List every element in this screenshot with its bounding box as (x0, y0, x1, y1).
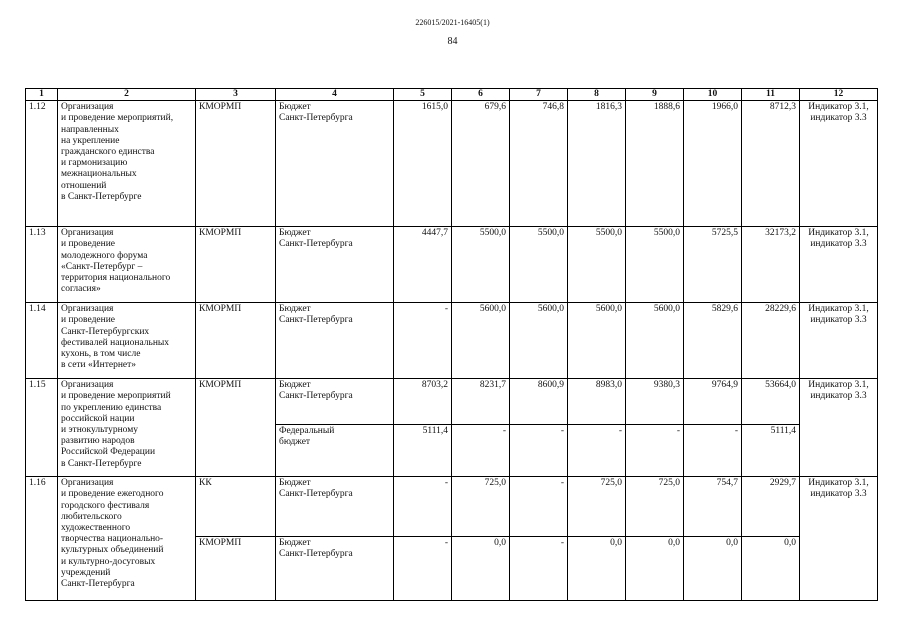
budget-table (25, 88, 878, 601)
header-row (26, 89, 878, 101)
value-cell: 754,7 (684, 477, 742, 537)
value-cell: 8600,9 (510, 379, 568, 425)
value-cell: 5600,0 (452, 303, 510, 379)
row-number: 1.14 (26, 303, 58, 379)
activity-name: Организация и проведение мероприятий по укреплению единства российской нации и этнокультурному развитию народов Российской Федерации в Санкт-Петербурге (58, 379, 196, 477)
value-cell: 5829,6 (684, 303, 742, 379)
activity-name: Организация и проведение мероприятий, направленных на укрепление гражданского единства и гармонизацию межнациональных отношений в Санкт-Петербурге (58, 101, 196, 227)
column-header: 9 (626, 89, 684, 101)
table-row (26, 303, 878, 379)
value-cell: - (684, 425, 742, 477)
executor: КМОРМП (196, 303, 276, 379)
executor: КМОРМП (196, 227, 276, 303)
funding-source: Федеральный бюджет (276, 425, 394, 477)
value-cell: 5500,0 (626, 227, 684, 303)
value-cell: 5500,0 (510, 227, 568, 303)
row-number: 1.12 (26, 101, 58, 227)
row-number: 1.15 (26, 379, 58, 477)
document-id: 226015/2021-16405(1) (415, 18, 490, 27)
value-cell: 5600,0 (626, 303, 684, 379)
funding-source: Бюджет Санкт-Петербурга (276, 227, 394, 303)
column-header: 8 (568, 89, 626, 101)
value-cell: - (568, 425, 626, 477)
value-cell: - (510, 425, 568, 477)
activity-name: Организация и проведение Санкт-Петербургских фестивалей национальных кухонь, в том числе в сети «Интернет» (58, 303, 196, 379)
row-number: 1.16 (26, 477, 58, 601)
funding-source: Бюджет Санкт-Петербурга (276, 537, 394, 601)
column-header: 6 (452, 89, 510, 101)
activity-name: Организация и проведение ежегодного городского фестиваля любительского художественного творчества национально- культурных объединений и культурно-досуговых учреждений Санкт-Петербурга (58, 477, 196, 601)
total-cell: 2929,7 (742, 477, 800, 537)
value-cell: - (626, 425, 684, 477)
value-cell: 679,6 (452, 101, 510, 227)
column-header: 5 (394, 89, 452, 101)
value-cell: 9380,3 (626, 379, 684, 425)
total-cell: 8712,3 (742, 101, 800, 227)
value-cell: 1615,0 (394, 101, 452, 227)
indicator-cell: Индикатор 3.1, индикатор 3.3 (800, 379, 878, 477)
value-cell: 5500,0 (452, 227, 510, 303)
value-cell: 725,0 (452, 477, 510, 537)
value-cell: 5500,0 (568, 227, 626, 303)
column-header: 7 (510, 89, 568, 101)
page-number: 84 (447, 36, 458, 47)
value-cell: 725,0 (626, 477, 684, 537)
executor: КК (196, 477, 276, 537)
table-row (26, 477, 878, 537)
column-header: 11 (742, 89, 800, 101)
total-cell: 28229,6 (742, 303, 800, 379)
column-header: 10 (684, 89, 742, 101)
funding-source: Бюджет Санкт-Петербурга (276, 477, 394, 537)
total-cell: 53664,0 (742, 379, 800, 425)
total-cell: 0,0 (742, 537, 800, 601)
indicator-cell: Индикатор 3.1, индикатор 3.3 (800, 477, 878, 601)
value-cell: 9764,9 (684, 379, 742, 425)
indicator-cell: Индикатор 3.1, индикатор 3.3 (800, 227, 878, 303)
funding-source: Бюджет Санкт-Петербурга (276, 379, 394, 425)
value-cell: 5600,0 (568, 303, 626, 379)
indicator-cell: Индикатор 3.1, индикатор 3.3 (800, 303, 878, 379)
value-cell: 5725,5 (684, 227, 742, 303)
column-header: 4 (276, 89, 394, 101)
column-header: 2 (58, 89, 196, 101)
value-cell: 0,0 (684, 537, 742, 601)
value-cell: 0,0 (452, 537, 510, 601)
funding-source: Бюджет Санкт-Петербурга (276, 101, 394, 227)
activity-name: Организация и проведение молодежного форума «Санкт-Петербург – территория национального согласия» (58, 227, 196, 303)
value-cell: 746,8 (510, 101, 568, 227)
value-cell: 0,0 (568, 537, 626, 601)
table-row (26, 101, 878, 227)
column-header: 1 (26, 89, 58, 101)
value-cell: - (510, 477, 568, 537)
indicator-cell: Индикатор 3.1, индикатор 3.3 (800, 101, 878, 227)
value-cell: - (394, 477, 452, 537)
value-cell: 5600,0 (510, 303, 568, 379)
row-number: 1.13 (26, 227, 58, 303)
value-cell: 1816,3 (568, 101, 626, 227)
total-cell: 32173,2 (742, 227, 800, 303)
value-cell: 4447,7 (394, 227, 452, 303)
column-header: 12 (800, 89, 878, 101)
value-cell: - (394, 303, 452, 379)
executor: КМОРМП (196, 379, 276, 477)
value-cell: 5111,4 (394, 425, 452, 477)
value-cell: - (510, 537, 568, 601)
value-cell: 1888,6 (626, 101, 684, 227)
executor: КМОРМП (196, 101, 276, 227)
executor: КМОРМП (196, 537, 276, 601)
value-cell: 725,0 (568, 477, 626, 537)
value-cell: 8231,7 (452, 379, 510, 425)
value-cell: 0,0 (626, 537, 684, 601)
value-cell: - (394, 537, 452, 601)
value-cell: 1966,0 (684, 101, 742, 227)
value-cell: 8983,0 (568, 379, 626, 425)
table-row (26, 227, 878, 303)
total-cell: 5111,4 (742, 425, 800, 477)
value-cell: - (452, 425, 510, 477)
table-row (26, 379, 878, 425)
value-cell: 8703,2 (394, 379, 452, 425)
column-header: 3 (196, 89, 276, 101)
funding-source: Бюджет Санкт-Петербурга (276, 303, 394, 379)
